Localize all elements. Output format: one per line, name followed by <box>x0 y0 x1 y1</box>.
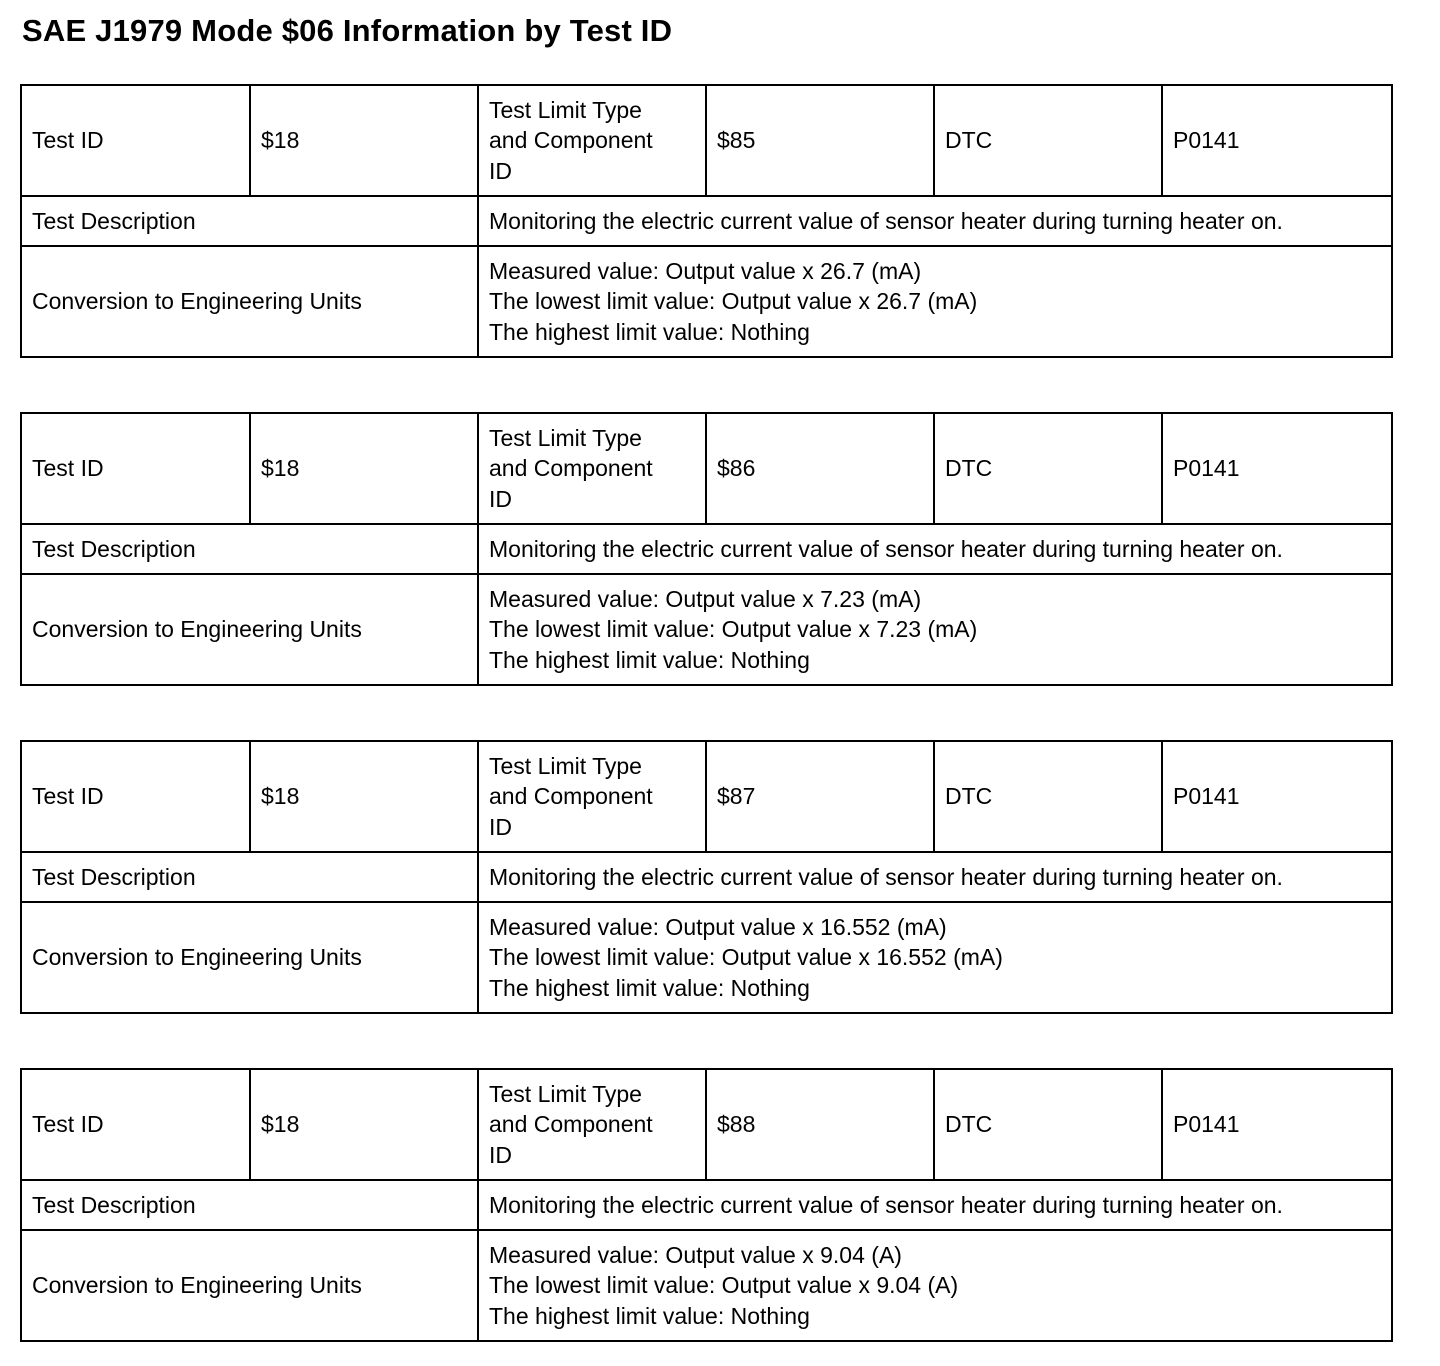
test-description-label: Test Description <box>21 1180 478 1230</box>
conversion-label: Conversion to Engineering Units <box>21 574 478 685</box>
test-id-value: $18 <box>250 413 478 524</box>
dtc-label: DTC <box>934 85 1162 196</box>
component-id-value: $88 <box>706 1069 934 1180</box>
mode06-table-3 <box>20 740 1393 1014</box>
test-description-value: Monitoring the electric current value of sensor heater during turning heater on. <box>478 852 1392 902</box>
mode06-table-4 <box>20 1068 1393 1342</box>
dtc-value: P0141 <box>1162 741 1392 852</box>
test-description-label: Test Description <box>21 852 478 902</box>
component-id-value: $85 <box>706 85 934 196</box>
conversion-value: Measured value: Output value x 16.552 (mA) The lowest limit value: Output value x 16.552 (mA) The highest limit value: Nothing <box>478 902 1392 1013</box>
description-row <box>21 196 1392 246</box>
limit-type-label: Test Limit Type and Component ID <box>478 85 706 196</box>
mode06-table-2 <box>20 412 1393 686</box>
conversion-label: Conversion to Engineering Units <box>21 246 478 357</box>
limit-type-label: Test Limit Type and Component ID <box>478 1069 706 1180</box>
test-id-label: Test ID <box>21 85 250 196</box>
test-id-row <box>21 741 1392 852</box>
conversion-label: Conversion to Engineering Units <box>21 902 478 1013</box>
test-id-row <box>21 85 1392 196</box>
test-description-value: Monitoring the electric current value of sensor heater during turning heater on. <box>478 524 1392 574</box>
test-id-row <box>21 1069 1392 1180</box>
description-row <box>21 524 1392 574</box>
page-title: SAE J1979 Mode $06 Information by Test ID <box>22 13 673 48</box>
test-description-value: Monitoring the electric current value of sensor heater during turning heater on. <box>478 196 1392 246</box>
dtc-value: P0141 <box>1162 1069 1392 1180</box>
conversion-value: Measured value: Output value x 9.04 (A) The lowest limit value: Output value x 9.04 (A) The highest limit value: Nothing <box>478 1230 1392 1341</box>
description-row <box>21 1180 1392 1230</box>
test-id-label: Test ID <box>21 741 250 852</box>
test-id-value: $18 <box>250 85 478 196</box>
dtc-label: DTC <box>934 1069 1162 1180</box>
component-id-value: $86 <box>706 413 934 524</box>
test-description-label: Test Description <box>21 524 478 574</box>
conversion-value: Measured value: Output value x 7.23 (mA) The lowest limit value: Output value x 7.23 (mA) The highest limit value: Nothing <box>478 574 1392 685</box>
component-id-value: $87 <box>706 741 934 852</box>
conversion-value: Measured value: Output value x 26.7 (mA) The lowest limit value: Output value x 26.7 (mA) The highest limit value: Nothing <box>478 246 1392 357</box>
test-description-value: Monitoring the electric current value of sensor heater during turning heater on. <box>478 1180 1392 1230</box>
limit-type-label: Test Limit Type and Component ID <box>478 413 706 524</box>
mode06-table-1 <box>20 84 1393 358</box>
test-id-value: $18 <box>250 1069 478 1180</box>
test-id-label: Test ID <box>21 413 250 524</box>
conversion-row <box>21 1230 1392 1341</box>
conversion-row <box>21 246 1392 357</box>
dtc-value: P0141 <box>1162 413 1392 524</box>
conversion-label: Conversion to Engineering Units <box>21 1230 478 1341</box>
conversion-row <box>21 902 1392 1013</box>
limit-type-label: Test Limit Type and Component ID <box>478 741 706 852</box>
dtc-value: P0141 <box>1162 85 1392 196</box>
test-id-row <box>21 413 1392 524</box>
test-id-value: $18 <box>250 741 478 852</box>
test-description-label: Test Description <box>21 196 478 246</box>
test-id-label: Test ID <box>21 1069 250 1180</box>
dtc-label: DTC <box>934 741 1162 852</box>
conversion-row <box>21 574 1392 685</box>
dtc-label: DTC <box>934 413 1162 524</box>
description-row <box>21 852 1392 902</box>
